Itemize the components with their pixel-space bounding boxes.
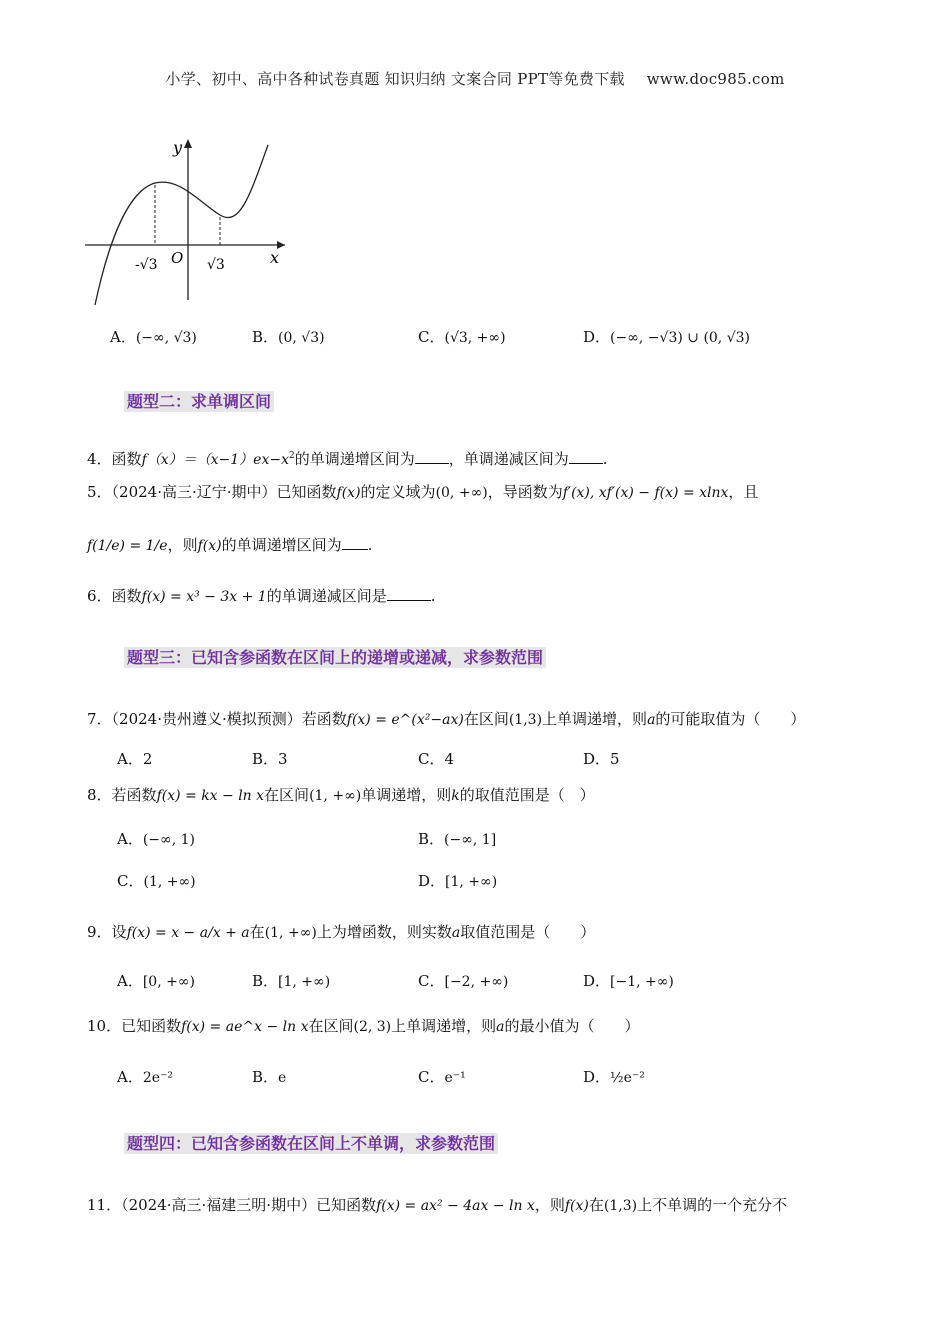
- section-3-heading: 题型三：已知含参函数在区间上的递增或递减，求参数范围: [124, 645, 546, 668]
- q7-option-d[interactable]: D．5: [583, 750, 620, 768]
- question-6: 6．函数f(x) = x³ − 3x + 1的单调递减区间是 .: [87, 587, 436, 605]
- section-2-heading: 题型二：求单调区间: [124, 389, 274, 412]
- question-5: 5．（2024·高三·辽宁·期中）已知函数f(x)的定义域为(0, +∞)，导函数为f′(x), xf′(x) − f(x) = xlnx，且: [87, 483, 759, 501]
- q9-option-b[interactable]: B．[1, +∞): [252, 972, 331, 990]
- q10-option-b[interactable]: B．e: [252, 1068, 287, 1086]
- q3-option-a[interactable]: A．(−∞, √3): [110, 328, 197, 346]
- question-5-line-2: f(1/e) = 1/e，则f(x)的单调递增区间为 .: [87, 536, 373, 554]
- question-11: 11．（2024·高三·福建三明·期中）已知函数f(x) = ax² − 4ax − ln x，则f(x)在(1,3)上不单调的一个充分不: [87, 1196, 788, 1214]
- q4-blank-1[interactable]: [415, 449, 449, 464]
- q10-option-d[interactable]: D．½e⁻²: [583, 1068, 645, 1086]
- header-url: www.doc985.com: [646, 70, 785, 88]
- q8-option-b[interactable]: B．(−∞, 1]: [418, 830, 497, 848]
- q6-blank[interactable]: [387, 586, 431, 601]
- q10-option-c[interactable]: C．e⁻¹: [418, 1068, 466, 1086]
- page-header: [0, 68, 950, 89]
- cubic-graph: [85, 135, 295, 310]
- neg-tick-label: -√3: [135, 257, 158, 273]
- question-4: 4．函数$f(x)=(x-1)ex-x^2$的单调递增区间为 ，单调递减区间为 .: [87, 450, 608, 468]
- q8-option-d[interactable]: D．[1, +∞): [418, 872, 498, 890]
- pos-tick-label: √3: [207, 257, 225, 273]
- y-axis-arrow: [184, 139, 192, 148]
- header-text: 小学、初中、高中各种试卷真题 知识归纳 文案合同 PPT等免费下载: [165, 70, 625, 88]
- q10-option-a[interactable]: A．2e⁻²: [117, 1068, 174, 1086]
- q7-option-c[interactable]: C．4: [418, 750, 455, 768]
- q3-option-c[interactable]: C．(√3, +∞): [418, 328, 506, 346]
- question-8: 8．若函数f(x) = kx − ln x在区间(1, +∞)单调递增，则k的取值范围是（ ）: [87, 786, 595, 804]
- curve: [95, 145, 268, 305]
- section-4-heading: 题型四：已知含参函数在区间上不单调，求参数范围: [124, 1131, 498, 1154]
- q4-blank-2[interactable]: [569, 449, 603, 464]
- q9-option-d[interactable]: D．[−1, +∞): [583, 972, 674, 990]
- q3-option-d[interactable]: D．(−∞, −√3) ∪ (0, √3): [583, 328, 750, 346]
- q5-blank[interactable]: [342, 535, 368, 550]
- question-9: 9．设f(x) = x − a/x + a在(1, +∞)上为增函数，则实数a取值范围是（ ）: [87, 923, 596, 941]
- origin-label: O: [171, 249, 184, 267]
- q8-option-c[interactable]: C．(1, +∞): [117, 872, 196, 890]
- q7-option-b[interactable]: B．3: [252, 750, 288, 768]
- q9-option-a[interactable]: A．[0, +∞): [117, 972, 195, 990]
- q3-option-b[interactable]: B．(0, √3): [252, 328, 325, 346]
- q7-option-a[interactable]: A．2: [117, 750, 153, 768]
- question-7: 7．（2024·贵州遵义·模拟预测）若函数f(x) = e^(x²−ax)在区间(1,3)上单调递增，则a的可能取值为（ ）: [87, 710, 806, 728]
- x-label: x: [270, 248, 280, 267]
- question-10: 10．已知函数f(x) = ae^x − ln x在区间(2, 3)上单调递增，则a的最小值为（ ）: [87, 1017, 640, 1035]
- q9-option-c[interactable]: C．[−2, +∞): [418, 972, 509, 990]
- y-label: y: [173, 138, 183, 157]
- q8-option-a[interactable]: A．(−∞, 1): [117, 830, 195, 848]
